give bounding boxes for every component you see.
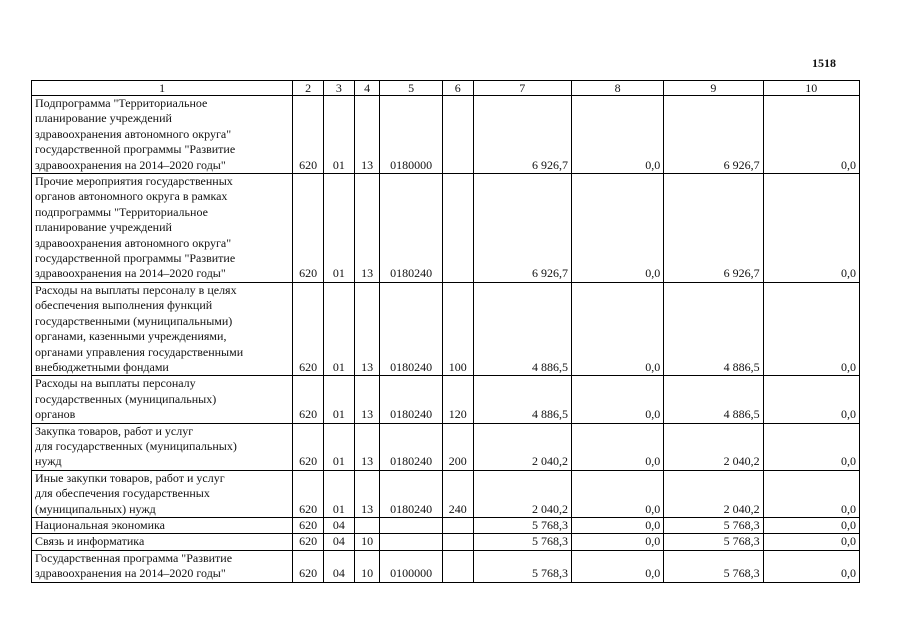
column-header: 2 (293, 81, 324, 96)
cell-code-3: 01 (324, 282, 355, 375)
column-header: 9 (664, 81, 763, 96)
column-header: 10 (763, 81, 859, 96)
cell-amount-10: 0,0 (763, 174, 859, 283)
cell-code-2: 620 (293, 517, 324, 533)
cell-code-2: 620 (293, 376, 324, 423)
cell-code-3: 01 (324, 423, 355, 470)
cell-amount-10: 0,0 (763, 96, 859, 174)
cell-amount-10: 0,0 (763, 282, 859, 375)
cell-amount-9: 5 768,3 (664, 517, 763, 533)
cell-amount-8: 0,0 (571, 376, 663, 423)
cell-amount-9: 4 886,5 (664, 376, 763, 423)
column-header: 4 (354, 81, 380, 96)
cell-code-6: 120 (442, 376, 473, 423)
cell-code-2: 620 (293, 470, 324, 517)
row-description: Государственная программа "Развитие здравоохранения на 2014–2020 годы" (32, 550, 293, 582)
cell-code-3: 01 (324, 470, 355, 517)
cell-amount-10: 0,0 (763, 517, 859, 533)
cell-code-2: 620 (293, 174, 324, 283)
cell-amount-8: 0,0 (571, 550, 663, 582)
cell-code-2: 620 (293, 423, 324, 470)
column-header: 1 (32, 81, 293, 96)
cell-amount-9: 6 926,7 (664, 96, 763, 174)
cell-amount-9: 2 040,2 (664, 470, 763, 517)
cell-code-3: 04 (324, 534, 355, 550)
row-description: Закупка товаров, работ и услуг для государственных (муниципальных) нужд (32, 423, 293, 470)
cell-code-5: 0100000 (380, 550, 443, 582)
cell-amount-10: 0,0 (763, 534, 859, 550)
cell-amount-9: 2 040,2 (664, 423, 763, 470)
cell-code-5 (380, 534, 443, 550)
cell-code-2: 620 (293, 96, 324, 174)
cell-amount-9: 6 926,7 (664, 174, 763, 283)
cell-code-4: 13 (354, 376, 380, 423)
cell-code-6 (442, 534, 473, 550)
table-row (32, 282, 860, 375)
cell-amount-8: 0,0 (571, 96, 663, 174)
cell-code-5: 0180240 (380, 376, 443, 423)
row-description: Национальная экономика (32, 517, 293, 533)
row-description: Связь и информатика (32, 534, 293, 550)
cell-code-2: 620 (293, 534, 324, 550)
page-number: 1518 (812, 56, 836, 70)
column-header: 5 (380, 81, 443, 96)
cell-code-3: 01 (324, 96, 355, 174)
cell-code-4: 13 (354, 96, 380, 174)
cell-amount-7: 6 926,7 (473, 174, 571, 283)
cell-code-3: 04 (324, 550, 355, 582)
cell-code-4 (354, 517, 380, 533)
cell-code-2: 620 (293, 282, 324, 375)
cell-amount-7: 2 040,2 (473, 423, 571, 470)
column-header: 6 (442, 81, 473, 96)
cell-amount-7: 4 886,5 (473, 376, 571, 423)
table-row (32, 470, 860, 517)
cell-code-5 (380, 517, 443, 533)
cell-amount-7: 2 040,2 (473, 470, 571, 517)
cell-code-6: 240 (442, 470, 473, 517)
cell-code-6 (442, 174, 473, 283)
cell-amount-8: 0,0 (571, 517, 663, 533)
table-row (32, 534, 860, 550)
cell-amount-8: 0,0 (571, 470, 663, 517)
cell-amount-9: 4 886,5 (664, 282, 763, 375)
cell-code-4: 10 (354, 550, 380, 582)
cell-code-5: 0180000 (380, 96, 443, 174)
cell-code-3: 01 (324, 376, 355, 423)
cell-code-4: 13 (354, 282, 380, 375)
cell-amount-9: 5 768,3 (664, 550, 763, 582)
cell-code-3: 01 (324, 174, 355, 283)
cell-code-5: 0180240 (380, 470, 443, 517)
cell-amount-7: 5 768,3 (473, 534, 571, 550)
table-row (32, 96, 860, 174)
cell-code-6 (442, 96, 473, 174)
cell-amount-8: 0,0 (571, 174, 663, 283)
cell-code-6 (442, 550, 473, 582)
cell-amount-8: 0,0 (571, 423, 663, 470)
cell-amount-7: 5 768,3 (473, 517, 571, 533)
cell-amount-10: 0,0 (763, 423, 859, 470)
cell-amount-8: 0,0 (571, 534, 663, 550)
cell-amount-10: 0,0 (763, 376, 859, 423)
cell-code-6 (442, 517, 473, 533)
cell-code-3: 04 (324, 517, 355, 533)
table-row (32, 423, 860, 470)
cell-amount-10: 0,0 (763, 470, 859, 517)
row-description: Иные закупки товаров, работ и услуг для обеспечения государственных (муниципальных) нужд (32, 470, 293, 517)
row-description: Расходы на выплаты персоналу в целях обеспечения выполнения функций государственными (муниципальными) органами, казенными учреждениями, органами управления государственными внебюджетными фондами (32, 282, 293, 375)
table-row (32, 517, 860, 533)
row-description: Расходы на выплаты персоналу государственных (муниципальных) органов (32, 376, 293, 423)
cell-amount-9: 5 768,3 (664, 534, 763, 550)
column-header: 7 (473, 81, 571, 96)
cell-amount-7: 6 926,7 (473, 96, 571, 174)
cell-code-5: 0180240 (380, 174, 443, 283)
row-description: Прочие мероприятия государственных органов автономного округа в рамках подпрограммы "Территориальное планирование учреждений здравоохранения автономного округа" государственной программы "Развитие здравоохранения на 2014–2020 годы" (32, 174, 293, 283)
table-row (32, 550, 860, 582)
table-body (32, 96, 860, 583)
cell-amount-8: 0,0 (571, 282, 663, 375)
cell-code-6: 200 (442, 423, 473, 470)
cell-code-4: 13 (354, 423, 380, 470)
cell-code-4: 13 (354, 470, 380, 517)
header-row (32, 81, 860, 96)
cell-code-5: 0180240 (380, 282, 443, 375)
cell-amount-7: 5 768,3 (473, 550, 571, 582)
budget-table (31, 80, 860, 583)
table-row (32, 174, 860, 283)
column-header: 3 (324, 81, 355, 96)
table-row (32, 376, 860, 423)
cell-code-5: 0180240 (380, 423, 443, 470)
cell-amount-10: 0,0 (763, 550, 859, 582)
cell-code-2: 620 (293, 550, 324, 582)
row-description: Подпрограмма "Территориальное планирование учреждений здравоохранения автономного округа" государственной программы "Развитие здравоохранения на 2014–2020 годы" (32, 96, 293, 174)
cell-code-4: 10 (354, 534, 380, 550)
cell-amount-7: 4 886,5 (473, 282, 571, 375)
column-header: 8 (571, 81, 663, 96)
cell-code-6: 100 (442, 282, 473, 375)
cell-code-4: 13 (354, 174, 380, 283)
